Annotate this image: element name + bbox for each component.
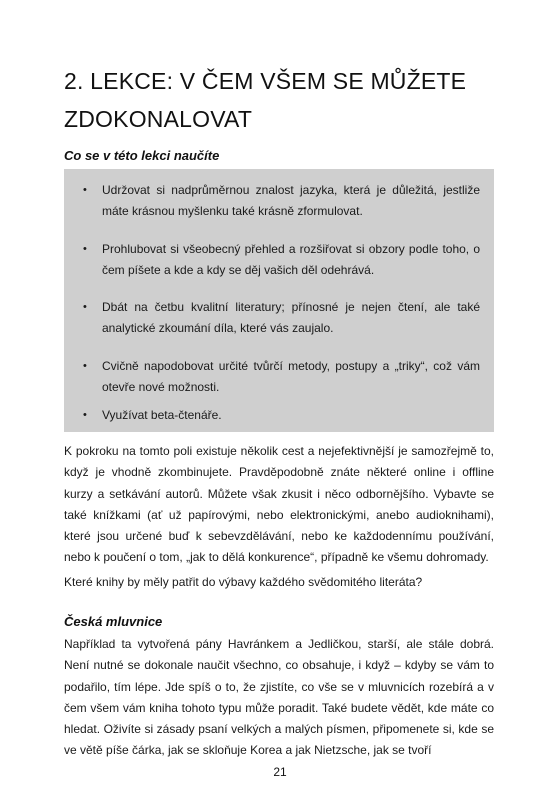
section-heading: Česká mluvnice [64, 614, 163, 629]
bullet-icon: • [83, 301, 87, 313]
learning-goal-text: Cvičně napodobovat určité tvůrčí metody, postupy a „triky“, což vám otevře nové možnosti. [102, 359, 480, 394]
chapter-title: 2. LEKCE: V ČEM VŠEM SE MŮŽETE ZDOKONALOVAT [64, 68, 467, 132]
learning-goal-text: Udržovat si nadprůměrnou znalost jazyka, která je důležitá, jestliže máte krásnou myšlenku také krásně zformulovat. [102, 183, 480, 218]
bullet-icon: • [83, 360, 87, 372]
page-number: 21 [273, 765, 287, 779]
learn-heading: Co se v této lekci naučíte [64, 148, 220, 163]
body-paragraph: K pokroku na tomto poli existuje několik cest a nejefektivnější je samozřejmě to, když je vhodně zkombinujete. Pravděpodobně znáte některé online i offline kurzy a setkávání autorů. Můžete však zkusit i něco odbornějšího. Vybavte se také knížkami (ať už papírovými, nebo elektronickými, anebo audioknihami), které jsou určené buď k sebevzdělávání, nebo ke každodennímu používání, nebo k poučení o tom, „jak to dělá konkurence“, případně ke všemu dohromady. [64, 444, 494, 565]
learning-goal-text: Využívat beta-čtenáře. [102, 408, 222, 422]
learning-goal-text: Prohlubovat si všeobecný přehled a rozšiřovat si obzory podle toho, o čem píšete a kde a kdy se děj vašich děl odehrává. [102, 242, 480, 277]
bullet-icon: • [83, 409, 87, 421]
learning-goal-text: Dbát na četbu kvalitní literatury; přínosné je nejen čtení, ale také analytické zkoumání díla, které vás zaujalo. [102, 300, 480, 335]
bullet-icon: • [83, 243, 87, 255]
body-paragraph: Které knihy by měly patřit do výbavy každého svědomitého literáta? [64, 575, 423, 589]
bullet-icon: • [83, 184, 87, 196]
body-paragraph: Například ta vytvořená pány Havránkem a Jedličkou, starší, ale stále dobrá. Není nutné se dokonale naučit všechno, co obsahuje, i když – kdyby se vám to podařilo, tím lépe. Jde spíš o to, že zjistíte, co vše se v mluvnicích rozebírá a v čem všem vám kniha tohoto typu může poradit. Také budete vědět, kde máte co hledat. Oživíte si zásady psaní velkých a malých písmen, připomenete si, kde se ve větě píše čárka, jak se skloňuje Korea a jak Nietzsche, jak se tvoří [64, 637, 494, 758]
learning-goals-box [64, 169, 494, 432]
